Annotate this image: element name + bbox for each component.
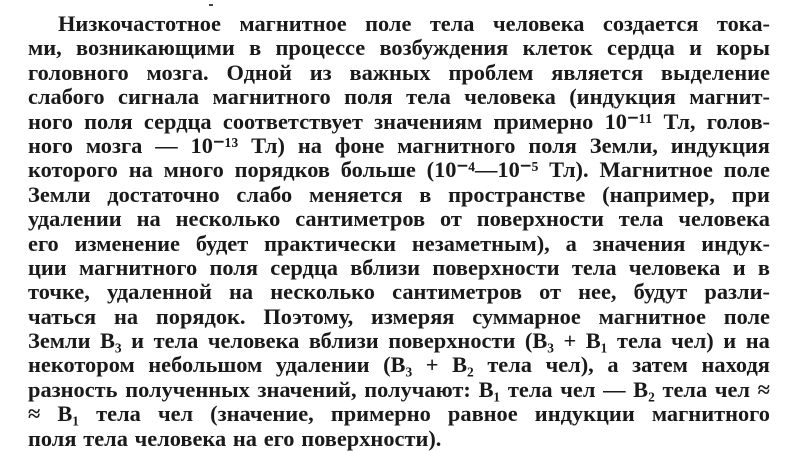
word: индукции: [534, 401, 635, 427]
word: при: [731, 181, 770, 207]
word: находя: [701, 352, 770, 378]
word: от: [539, 279, 561, 305]
word: (B₃: [524, 328, 554, 354]
word: магнитного: [651, 401, 770, 427]
word: и: [732, 254, 746, 280]
word: его: [263, 425, 295, 451]
word: тела: [507, 376, 553, 402]
word: сантиметров: [295, 206, 426, 232]
word: человека: [492, 11, 585, 36]
text-line: [28, 280, 770, 304]
word: примерно: [330, 401, 431, 427]
word: человека: [207, 328, 300, 354]
word: магнитное: [239, 11, 347, 36]
word: тела: [487, 352, 533, 378]
word: Тл,: [663, 108, 696, 134]
word: на: [297, 132, 322, 158]
word: (B₃: [383, 352, 413, 378]
text-line: [28, 158, 770, 182]
word: человека: [464, 84, 556, 110]
text-line: [28, 427, 770, 451]
word: 10⁻¹¹: [604, 108, 653, 134]
word: суммарное: [472, 303, 581, 329]
word: голов-: [706, 108, 770, 134]
word: человека: [134, 425, 227, 451]
word: тела: [429, 11, 475, 36]
word: человека: [678, 206, 770, 232]
word: чел: [157, 401, 194, 427]
word: порядков: [234, 157, 330, 183]
word: создается: [602, 11, 699, 36]
word: поля: [528, 132, 577, 158]
word: поля: [209, 254, 258, 280]
text-line: [28, 378, 770, 402]
word: и: [131, 328, 145, 354]
word: поверхности: [388, 328, 516, 354]
word: важных: [349, 59, 431, 85]
word: измеряя: [370, 303, 455, 329]
word: его: [28, 230, 59, 256]
word: индукция: [670, 132, 770, 158]
word: пространстве: [448, 181, 586, 207]
word: будет: [195, 230, 249, 256]
word: на: [128, 157, 153, 183]
word: получают:: [364, 376, 471, 402]
word: ного: [28, 132, 73, 158]
word: удалении: [28, 206, 122, 232]
word: является: [551, 59, 644, 85]
text-line: [28, 36, 770, 60]
word: поля: [344, 84, 393, 110]
word: возбуждения: [379, 35, 509, 61]
word: поле: [723, 303, 770, 329]
word: тела: [406, 84, 451, 110]
word: слабого: [28, 84, 105, 110]
word: на: [228, 279, 254, 305]
word: Одной: [226, 59, 292, 85]
word: Низкочастотное: [58, 11, 221, 36]
word: B₁: [478, 376, 501, 402]
word: клеток: [522, 35, 593, 61]
word: (например,: [602, 181, 715, 207]
word: +: [425, 352, 439, 378]
word: точке,: [28, 279, 90, 305]
word: ≈: [28, 401, 41, 427]
word: соответствует: [222, 108, 363, 134]
word: чаться: [28, 303, 97, 329]
word: поле: [723, 157, 770, 183]
word: а: [565, 230, 577, 256]
word: 10⁻¹³: [190, 132, 239, 158]
word: чел: [560, 376, 596, 402]
word: ного: [28, 108, 73, 134]
word: Поэтому,: [263, 303, 354, 329]
word: —: [155, 132, 178, 158]
word: удаленной: [106, 279, 212, 305]
word: в: [419, 181, 432, 207]
word: поля: [84, 108, 133, 134]
word: —: [603, 376, 626, 402]
word: Магнитное: [599, 157, 713, 183]
word: процессе: [275, 35, 366, 61]
word: порядок.: [155, 303, 246, 329]
word: магнитного: [397, 132, 516, 158]
word: тела: [96, 401, 141, 427]
word: вблизи: [308, 328, 379, 354]
word: тела: [153, 328, 199, 354]
word: тела: [571, 254, 617, 280]
word: изменение: [74, 230, 180, 256]
word: поверхности).: [301, 425, 442, 451]
word: практически: [264, 230, 397, 256]
text-line: [28, 305, 770, 329]
word: на: [232, 425, 258, 451]
word: тела: [83, 425, 128, 451]
word: значения: [592, 230, 686, 256]
text-line: [28, 353, 770, 377]
text-line: [28, 402, 770, 426]
word: сантиметров: [392, 279, 522, 305]
word: мозга: [85, 132, 143, 158]
text-line: [28, 232, 770, 256]
word: выделение: [660, 59, 770, 85]
text-line: [28, 110, 770, 134]
word: которого: [28, 157, 118, 183]
word: сигнала: [118, 84, 200, 110]
word: меняется: [308, 181, 403, 207]
word: Тл).: [549, 157, 589, 183]
word: и: [723, 328, 737, 354]
text-line: [28, 12, 770, 36]
word: полученных: [125, 376, 250, 402]
word: поля: [28, 425, 77, 451]
word: несколько: [270, 279, 375, 305]
word: нее,: [578, 279, 617, 305]
word: Земли: [28, 181, 91, 207]
word: чел): [671, 328, 714, 354]
word: а: [607, 352, 619, 378]
word: тела: [616, 328, 662, 354]
word: проблем: [448, 59, 534, 85]
text-line: [28, 85, 770, 109]
word: на: [113, 303, 139, 329]
word: Земли: [28, 328, 91, 354]
word: сердца: [607, 35, 675, 61]
word: фоне: [334, 132, 385, 158]
word: несколько: [175, 206, 281, 232]
text-line: [28, 134, 770, 158]
word: некотором: [28, 352, 135, 378]
word: от: [439, 206, 462, 232]
word: B₃: [100, 328, 122, 354]
word: поверхности: [432, 254, 560, 280]
word: сердца: [270, 254, 338, 280]
word: значениям: [374, 108, 483, 134]
word: в: [757, 254, 770, 280]
word: магнитного: [212, 84, 331, 110]
word: слабо: [236, 181, 293, 207]
word: тока-: [716, 11, 770, 36]
word: B₂: [633, 376, 655, 402]
word: коры: [716, 35, 770, 61]
word: удалении: [275, 352, 370, 378]
word: тела: [662, 376, 708, 402]
word: затем: [632, 352, 688, 378]
word: человека: [628, 254, 721, 280]
word: в: [249, 35, 262, 61]
paragraph: [28, 12, 770, 451]
word: разли-: [704, 279, 770, 305]
text-line: [28, 61, 770, 85]
word: поверхности: [476, 206, 604, 232]
word: равное: [447, 401, 518, 427]
word: магнитное: [598, 303, 706, 329]
word: на: [136, 206, 161, 232]
word: вблизи: [350, 254, 421, 280]
text-line: [28, 256, 770, 280]
text-line: [28, 207, 770, 231]
word: индук-: [701, 230, 770, 256]
word: B₁: [57, 401, 80, 427]
word: будут: [633, 279, 688, 305]
word: много: [163, 157, 224, 183]
word: примерно: [493, 108, 594, 134]
word: головного: [28, 59, 129, 85]
word: из: [309, 59, 332, 85]
word: (значение,: [210, 401, 314, 427]
word: Тл): [251, 132, 285, 158]
word: поле: [365, 11, 412, 36]
word: чел),: [545, 352, 594, 378]
word: на: [745, 328, 770, 354]
word: +: [563, 328, 577, 354]
word: B₂: [452, 352, 474, 378]
word: разность: [28, 376, 118, 402]
text-line: [28, 329, 770, 353]
word: незаметным),: [411, 230, 550, 256]
word: больше: [340, 157, 416, 183]
word: ми,: [28, 35, 62, 61]
word: ≈: [757, 376, 770, 402]
text-line: [28, 183, 770, 207]
word: и: [689, 35, 702, 61]
scan-mark: [209, 4, 213, 6]
word: (10⁻⁴—10⁻⁵: [426, 157, 539, 183]
word: достаточно: [107, 181, 220, 207]
word: сердца: [143, 108, 212, 134]
word: небольшом: [148, 352, 263, 378]
word: (индукция: [569, 84, 676, 110]
word: B₁: [585, 328, 608, 354]
word: магнит-: [689, 84, 770, 110]
word: возникающими: [76, 35, 235, 61]
word: значений,: [257, 376, 357, 402]
word: ции: [28, 254, 67, 280]
word: чел: [714, 376, 750, 402]
word: магнитного: [79, 254, 198, 280]
word: Земли,: [589, 132, 658, 158]
word: тела: [618, 206, 664, 232]
word: мозга.: [146, 59, 209, 85]
